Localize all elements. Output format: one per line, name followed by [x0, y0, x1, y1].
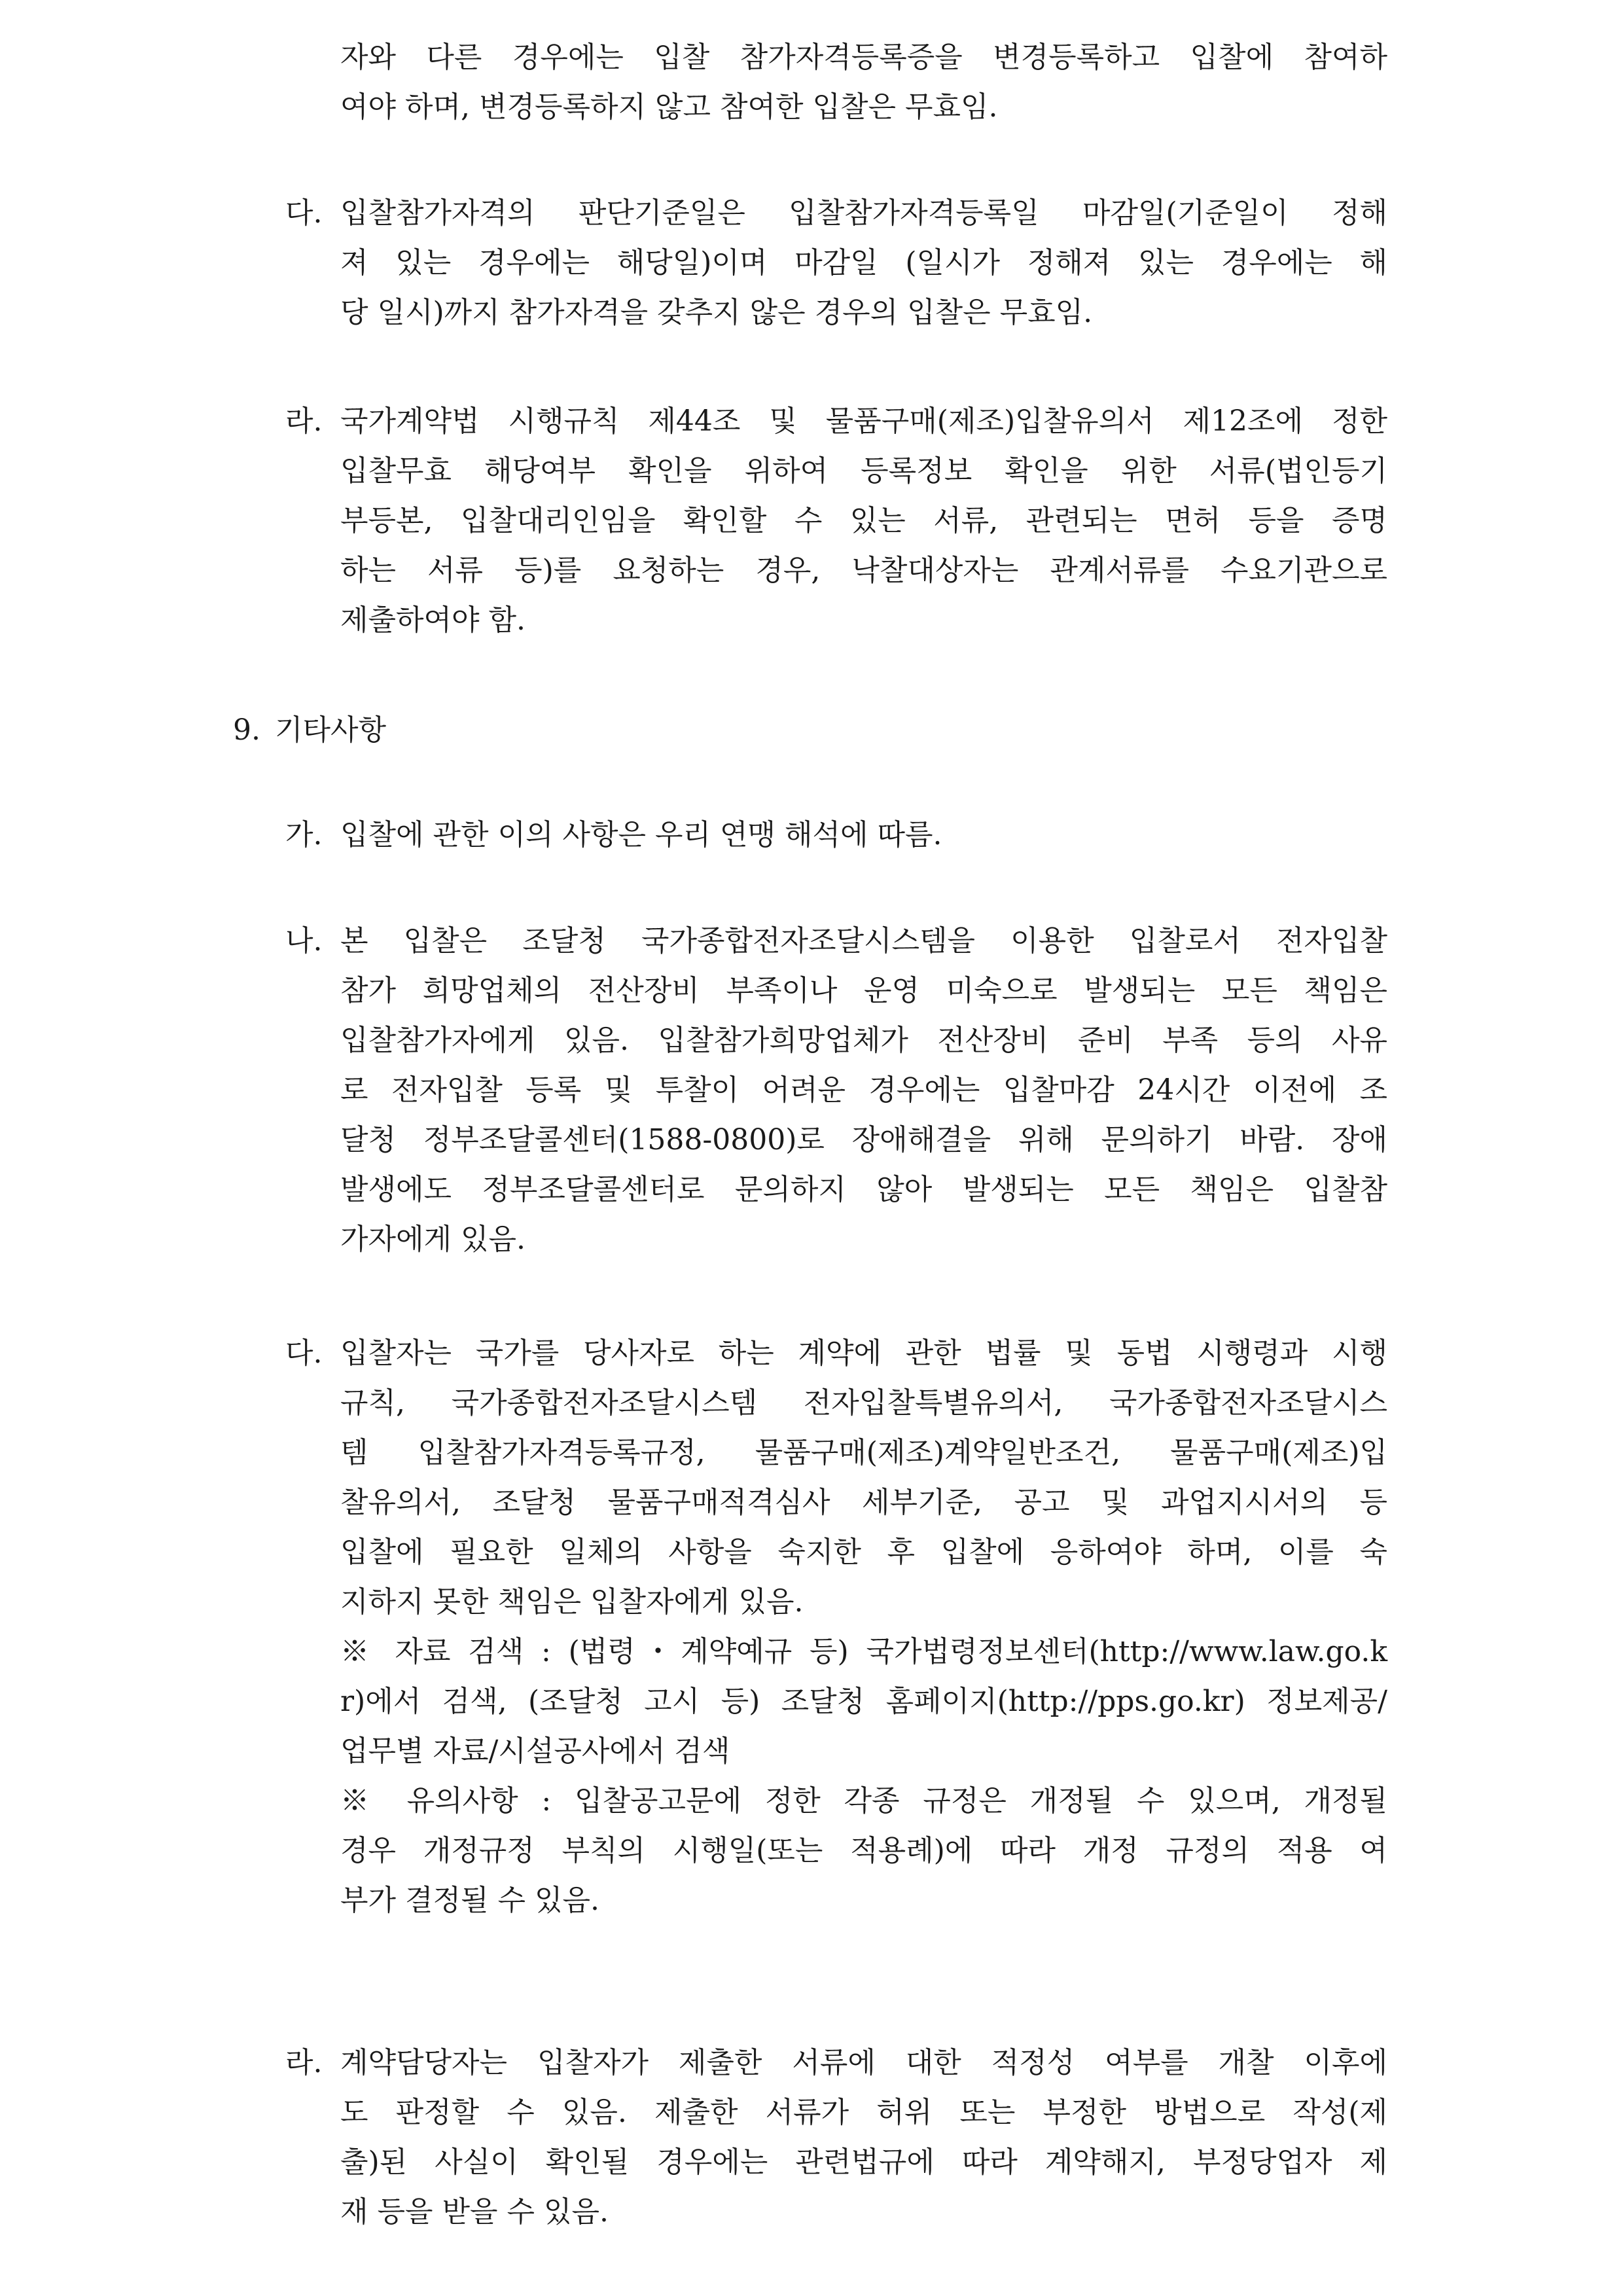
text-line: 규칙, 국가종합전자조달시스템 전자입찰특별유의서, 국가종합전자조달시스	[340, 1386, 1387, 1420]
item-marker: 다.	[285, 1336, 323, 1370]
text-line: 입찰무효 해당여부 확인을 위하여 등록정보 확인을 위한 서류(법인등기	[340, 454, 1387, 488]
text-line: 가자에게 있음.	[340, 1223, 526, 1256]
item-8-ra	[285, 397, 1387, 645]
text-line: 템 입찰참가자격등록규정, 물품구매(제조)계약일반조건, 물품구매(제조)입	[340, 1436, 1387, 1469]
text-line: 입찰에 필요한 일체의 사항을 숙지한 후 입찰에 응하여야 하며, 이를 숙	[340, 1535, 1387, 1569]
text-line: 발생에도 정부조달콜센터로 문의하지 않아 발생되는 모든 책임은 입찰참	[340, 1173, 1387, 1206]
text-line: 지하지 못한 책임은 입찰자에게 있음.	[340, 1585, 804, 1619]
text-line: 로 전자입찰 등록 및 투찰이 어려운 경우에는 입찰마감 24시간 이전에 조	[340, 1073, 1387, 1107]
item-9-da	[285, 1329, 1387, 1926]
text-line: 제출하여야 함.	[340, 603, 526, 637]
text-line: 당 일시)까지 참가자격을 갖추지 않은 경우의 입찰은 무효임.	[340, 296, 1093, 329]
text-line: 달청 정부조달콜센터(1588-0800)로 장애해결을 위해 문의하기 바람. 장애	[340, 1123, 1387, 1157]
note-line: ※ 유의사항 : 입찰공고문에 정한 각종 규정은 개정될 수 있으며, 개정될	[340, 1784, 1387, 1818]
note-line: 부가 결정될 수 있음.	[340, 1884, 599, 1917]
item-marker: 다.	[285, 196, 323, 230]
text-line: 본 입찰은 조달청 국가종합전자조달시스템을 이용한 입찰로서 전자입찰	[340, 924, 1387, 958]
section-title: 기타사항	[274, 713, 386, 747]
item-marker: 나.	[285, 924, 323, 958]
text-line: 하는 서류 등)를 요청하는 경우, 낙찰대상자는 관계서류를 수요기관으로	[340, 554, 1387, 587]
item-8-da	[285, 188, 1387, 338]
item-9-na	[285, 916, 1387, 1265]
text-line: 계약담당자는 입찰자가 제출한 서류에 대한 적정성 여부를 개찰 이후에	[340, 2046, 1387, 2079]
note-line: 업무별 자료/시설공사에서 검색	[340, 1734, 730, 1768]
text-line: 참가 희망업체의 전산장비 부족이나 운영 미숙으로 발생되는 모든 책임은	[340, 974, 1387, 1007]
text-line: 국가계약법 시행규칙 제44조 및 물품구매(제조)입찰유의서 제12조에 정한	[340, 404, 1387, 438]
text-line: 입찰참가자에게 있음. 입찰참가희망업체가 전산장비 준비 부족 등의 사유	[340, 1024, 1387, 1057]
text-line: 져 있는 경우에는 해당일)이며 마감일 (일시가 정해져 있는 경우에는 해	[340, 246, 1387, 279]
text-line: 찰유의서, 조달청 물품구매적격심사 세부기준, 공고 및 과업지시서의 등	[340, 1486, 1387, 1519]
note-line: 경우 개정규정 부칙의 시행일(또는 적용례)에 따라 개정 규정의 적용 여	[340, 1834, 1387, 1867]
text-line: 여야 하며, 변경등록하지 않고 참여한 입찰은 무효임.	[340, 90, 998, 124]
text-line: 출)된 사실이 확인될 경우에는 관련법규에 따라 계약해지, 부정당업자 제	[340, 2145, 1387, 2179]
note-line: r)에서 검색, (조달청 고시 등) 조달청 홈페이지(http://pps.go.kr) 정보제공/	[340, 1685, 1387, 1718]
item-marker: 가.	[285, 818, 323, 852]
text-line: 입찰참가자격의 판단기준일은 입찰참가자격등록일 마감일(기준일이 정해	[340, 196, 1387, 230]
item-marker: 라.	[285, 404, 323, 438]
text-line: 입찰에 관한 이의 사항은 우리 연맹 해석에 따름.	[340, 818, 942, 852]
continuation-paragraph	[340, 33, 1387, 132]
item-9-ga	[285, 810, 1387, 860]
item-9-ra	[285, 2038, 1387, 2237]
text-line: 재 등을 받을 수 있음.	[340, 2195, 609, 2229]
text-line: 자와 다른 경우에는 입찰 참가자격등록증을 변경등록하고 입찰에 참여하	[340, 41, 1387, 74]
text-line: 도 판정할 수 있음. 제출한 서류가 허위 또는 부정한 방법으로 작성(제	[340, 2096, 1387, 2129]
section-number: 9.	[233, 713, 260, 747]
note-line: ※ 자료 검색 : (법령・계약예규 등) 국가법령정보센터(http://www.law.go.k	[340, 1635, 1387, 1668]
text-line: 부등본, 입찰대리인임을 확인할 수 있는 서류, 관련되는 면허 등을 증명	[340, 504, 1387, 537]
text-line: 입찰자는 국가를 당사자로 하는 계약에 관한 법률 및 동법 시행령과 시행	[340, 1336, 1387, 1370]
item-marker: 라.	[285, 2046, 323, 2079]
section-heading	[233, 706, 386, 755]
